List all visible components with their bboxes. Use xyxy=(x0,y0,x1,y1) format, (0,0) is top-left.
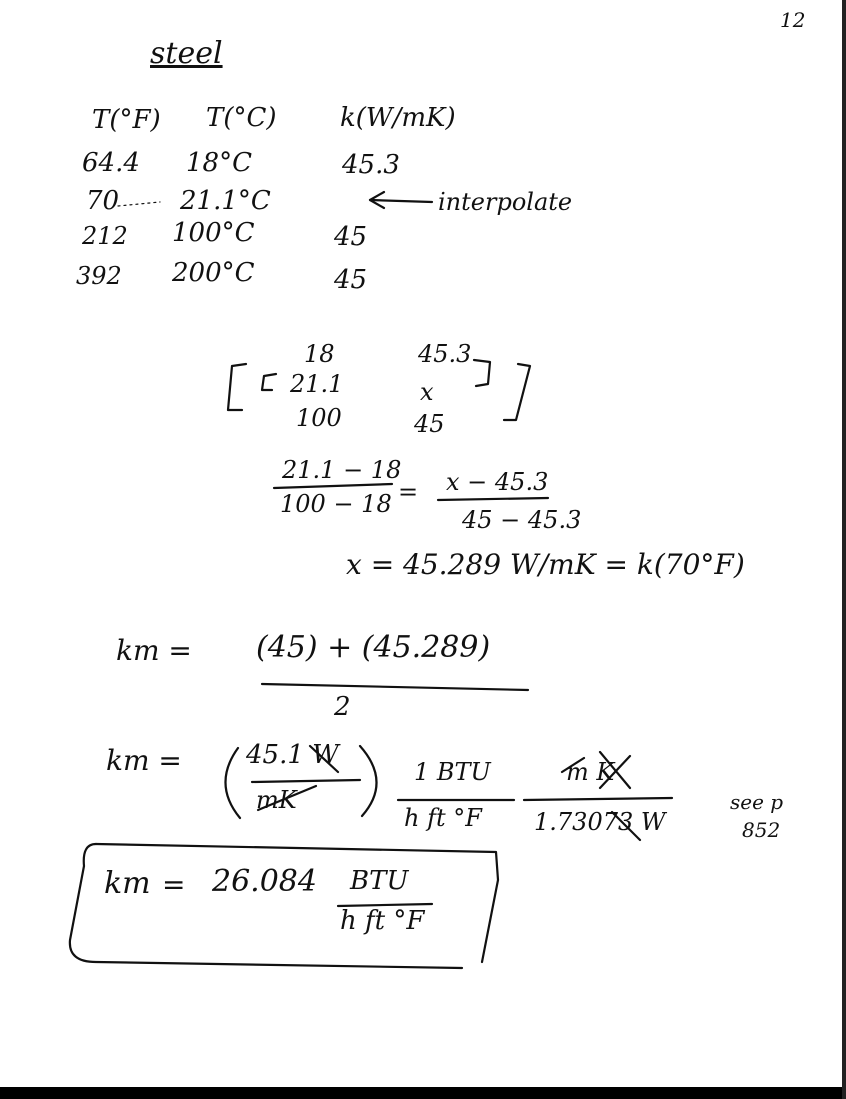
table-cell: 21.1°C xyxy=(180,186,271,216)
table-cell: 70 xyxy=(86,186,120,216)
page-heading: steel xyxy=(150,36,223,71)
final-unit-denominator: h ft °F xyxy=(340,906,425,936)
final-value: 26.084 xyxy=(212,864,317,899)
conv-f1-numerator: 45.1 W xyxy=(246,740,339,770)
conv-f2-denominator: h ft °F xyxy=(404,804,482,832)
table-header-c: T(°C) xyxy=(206,103,277,133)
conv-f3-numerator: m K xyxy=(566,758,615,786)
interpolate-note: interpolate xyxy=(438,188,573,216)
side-note-line1: see p xyxy=(730,790,784,814)
km-avg-lhs: km = xyxy=(116,634,192,667)
result-x: x = 45.289 W/mK = k(70°F) xyxy=(346,548,745,581)
table-cell: 64.4 xyxy=(82,148,140,178)
table-cell: 18°C xyxy=(186,148,252,178)
conv-f2-numerator: 1 BTU xyxy=(414,758,491,786)
interp-lhs-numerator: 21.1 − 18 xyxy=(282,456,402,484)
table-cell: 392 xyxy=(76,262,122,290)
conv-f3-denominator: 1.73073 W xyxy=(534,808,666,836)
km-avg-numerator: (45) + (45.289) xyxy=(256,630,491,665)
matrix-cell: 45.3 xyxy=(418,340,472,368)
km-avg-denominator: 2 xyxy=(334,692,351,722)
km-conv-lhs: km = xyxy=(106,744,182,777)
final-unit-numerator: BTU xyxy=(350,866,409,896)
table-header-k: k(W/mK) xyxy=(340,103,456,133)
matrix-cell: 18 xyxy=(304,340,335,368)
table-cell: 212 xyxy=(82,222,128,250)
final-equals: = xyxy=(162,868,186,901)
interp-equals: = xyxy=(398,478,419,506)
table-cell: 45.3 xyxy=(342,150,400,180)
interp-lhs-denominator: 100 − 18 xyxy=(280,490,392,518)
final-lhs: km xyxy=(104,866,151,901)
table-cell: 200°C xyxy=(172,258,255,288)
table-header-f: T(°F) xyxy=(92,105,161,135)
matrix-cell: 21.1 xyxy=(290,370,344,398)
scan-right-edge xyxy=(842,0,846,1099)
interp-rhs-numerator: x − 45.3 xyxy=(446,468,549,496)
scan-bottom-border xyxy=(0,1087,846,1099)
interp-rhs-denominator: 45 − 45.3 xyxy=(462,506,582,534)
page-number: 12 xyxy=(780,8,806,32)
matrix-cell: x xyxy=(420,378,434,406)
table-cell: 100°C xyxy=(172,218,255,248)
matrix-cell: 45 xyxy=(414,410,445,438)
side-note-line2: 852 xyxy=(742,818,781,842)
conv-f1-denominator: mK xyxy=(256,786,297,814)
matrix-cell: 100 xyxy=(296,404,342,432)
table-cell: 45 xyxy=(334,222,368,252)
table-cell: 45 xyxy=(334,265,368,295)
